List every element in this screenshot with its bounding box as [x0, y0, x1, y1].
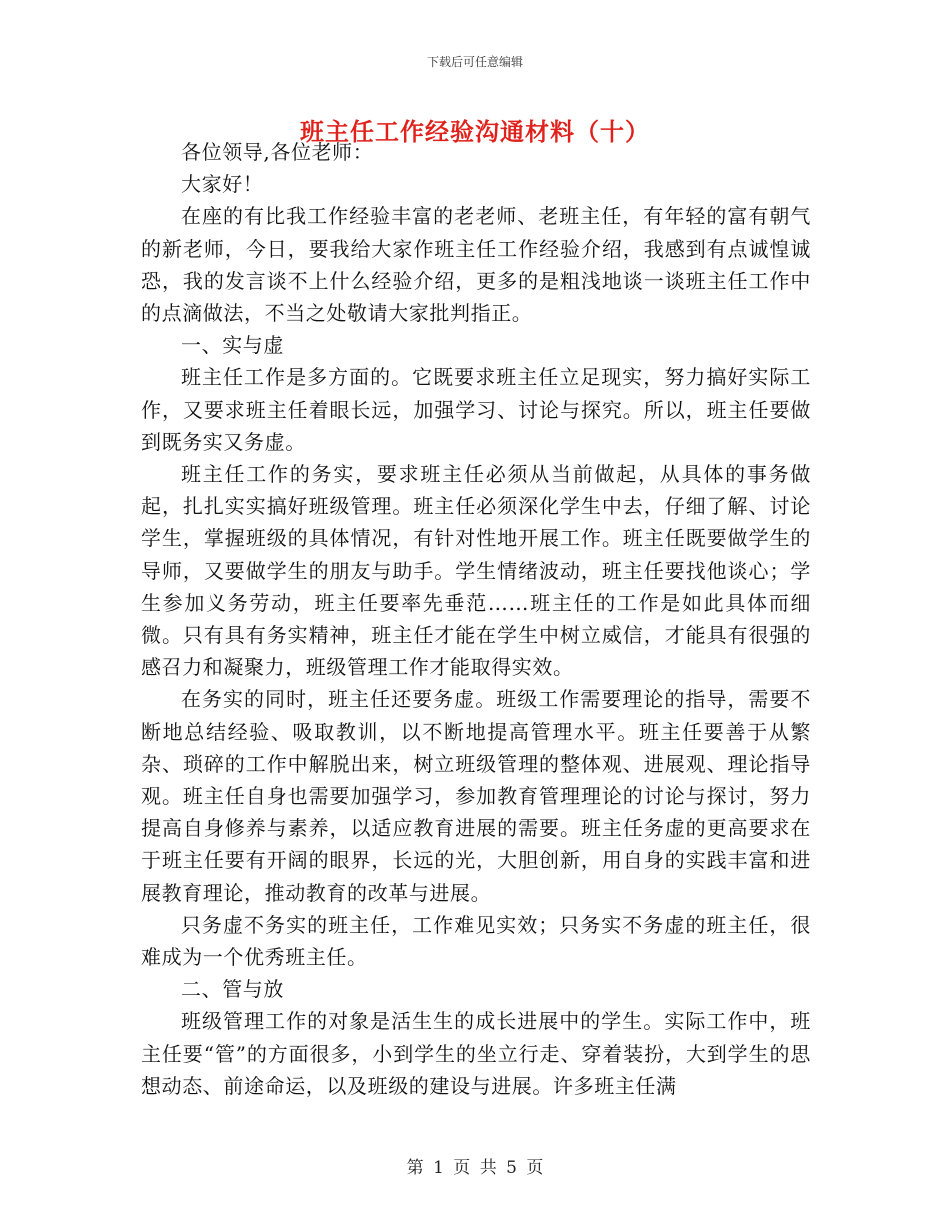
document-title: 班主任工作经验沟通材料（十） [300, 117, 650, 146]
paragraph: 在座的有比我工作经验丰富的老老师、老班主任，有年轻的富有朝气的新老师，今日，要我给大家作班主任工作经验介绍，我感到有点诚惶诚恐，我的发言谈不上什么经验介绍，更多的是粗浅地谈一谈班主任工作中的点滴做法，不当之处敬请大家批判指正。 [141, 204, 811, 326]
page-header-note: 下载后可任意编辑 [426, 55, 523, 69]
document-body [141, 136, 811, 1102]
paragraph: 大家好！ [181, 172, 264, 197]
paragraph: 班主任工作的务实，要求班主任必须从当前做起，从具体的事务做起，扎扎实实搞好班级管理。班主任必须深化学生中去，仔细了解、讨论学生，掌握班级的具体情况，有针对性地开展工作。班主任既要做学生的导师，又要做学生的朋友与助手。学生情绪波动，班主任要找他谈心；学生参加义务劳动，班主任要率先垂范……班主任的工作是如此具体而细微。只有具有务实精神，班主任才能在学生中树立威信，才能具有很强的感召力和凝聚力，班级管理工作才能取得实效。 [141, 462, 811, 680]
paragraph: 各位领导,各位老师： [181, 140, 374, 164]
page-number: 第 1 页 共 5 页 [406, 1158, 544, 1178]
section-heading: 二、管与放 [181, 977, 284, 1002]
paragraph: 班主任工作是多方面的。它既要求班主任立足现实，努力搞好实际工作，又要求班主任着眼长远，加强学习、讨论与探究。所以，班主任要做到既务实又务虚。 [141, 365, 811, 454]
paragraph: 班级管理工作的对象是活生生的成长进展中的学生。实际工作中，班主任要“管”的方面很多，小到学生的坐立行走、穿着装扮，大到学生的思想动态、前途命运，以及班级的建设与进展。许多班主任满 [141, 1009, 811, 1098]
paragraph: 只务虚不务实的班主任，工作难见实效；只务实不务虚的班主任，很难成为一个优秀班主任。 [141, 912, 811, 970]
section-heading: 一、实与虚 [181, 333, 284, 358]
paragraph: 在务实的同时，班主任还要务虚。班级工作需要理论的指导，需要不断地总结经验、吸取教训，以不断地提高管理水平。班主任要善于从繁杂、琐碎的工作中解脱出来，树立班级管理的整体观、进展观、理论指导观。班主任自身也需要加强学习，参加教育管理理论的讨论与探讨，努力提高自身修养与素养，以适应教育进展的需要。班主任务虚的更高要求在于班主任要有开阔的眼界，长远的光，大胆创新，用自身的实践丰富和进展教育理论，推动教育的改革与进展。 [141, 687, 811, 905]
